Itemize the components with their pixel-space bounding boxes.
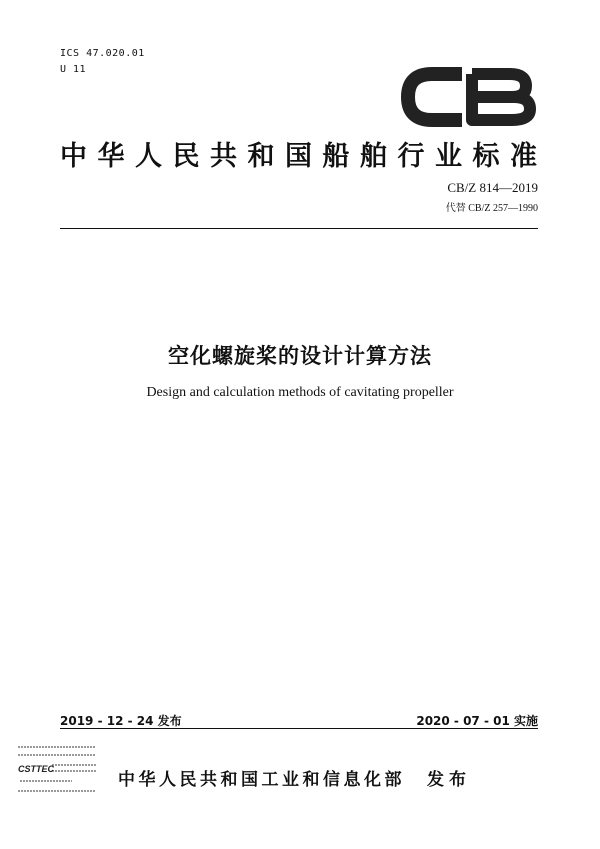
publish-label: 发布 [427,770,471,790]
document-title-chinese: 空化螺旋桨的设计计算方法 [168,344,432,368]
footer-divider [60,728,538,729]
issue-date: 2019 - 12 - 24 发布 [60,714,182,728]
svg-text:CSTTEC: CSTTEC [18,764,54,774]
header-divider [60,228,538,229]
issuing-ministry: 中华人民共和国工业和信息化部 [118,770,405,790]
document-title-english: Design and calculation methods of cavitating propeller [146,385,454,400]
standard-category-title: 中华人民共和国船舶行业标准 [60,141,548,172]
classification-code: U 11 [60,64,87,75]
standard-code: CB/Z 814—2019 [447,180,538,195]
ics-code: ICS 47.020.01 [60,48,145,59]
replaces-standard: 代替 CB/Z 257—1990 [445,203,538,214]
implementation-date: 2020 - 07 - 01 实施 [416,714,538,728]
publisher-stamp [12,743,102,803]
cb-logo [400,66,536,128]
